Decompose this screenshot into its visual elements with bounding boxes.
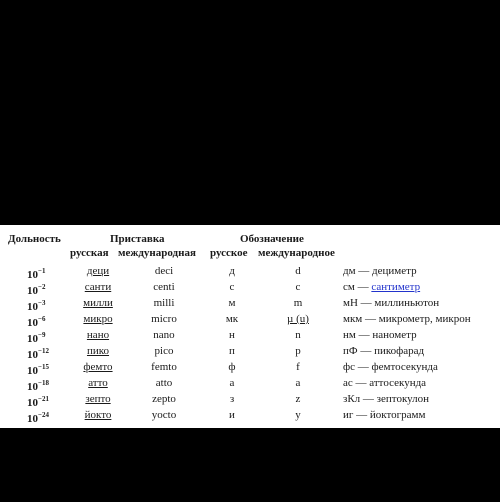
prefix-international: pico [154,345,174,357]
multiplicity-base: 10 [27,301,38,313]
example-cell [343,279,420,295]
example-cell [343,263,417,279]
example-cell [343,311,471,327]
prefix-russian-link[interactable]: микро [83,313,113,325]
symbol-russian: м [228,297,236,309]
prefix-international: femto [151,361,177,373]
example-cell [343,343,424,359]
table-row [0,295,500,311]
example-cell [343,295,439,311]
prefix-russian-link[interactable]: йокто [84,409,112,421]
table-row [0,375,500,391]
table-row [0,311,500,327]
multiplicity-exponent: −18 [38,379,49,387]
example-text: нм — нанометр [343,329,417,341]
prefix-table [0,225,500,428]
symbol-russian: з [229,393,235,405]
prefix-russian-link[interactable]: атто [88,377,108,389]
multiplicity-exponent: −3 [38,299,46,307]
table-row [0,279,500,295]
example-text: мкм — микрометр, микрон [343,313,471,325]
symbol-russian: п [229,345,235,357]
multiplicity-base: 10 [27,349,38,361]
example-text: зКл — зептокулон [343,393,430,405]
symbol-international: y [295,409,301,421]
table-row [0,263,500,279]
prefix-international: atto [155,377,173,389]
header-multiplicity: Дольность [8,233,61,245]
symbol-international: µ (u) [287,313,309,325]
multiplicity-base: 10 [27,381,38,393]
header-prefix: Приставка [110,233,165,245]
prefix-international: zepto [152,393,176,405]
symbol-international: d [295,265,301,277]
prefix-russian-link[interactable]: санти [84,281,112,293]
multiplicity-cell [27,407,53,427]
symbol-russian: д [229,265,235,277]
example-text: дм — дециметр [343,265,417,277]
example-cell [343,375,426,391]
subheader-russian: русская [70,247,109,259]
example-text: фс — фемтосекунда [343,361,438,373]
prefix-russian-link[interactable]: пико [86,345,110,357]
multiplicity-exponent: −1 [38,267,46,275]
example-link[interactable]: сантиметр [371,281,421,293]
symbol-international: z [295,393,301,405]
header-symbol: Обозначение [240,233,304,245]
symbol-international: m [293,297,303,309]
symbol-russian: а [229,377,235,389]
multiplicity-base: 10 [27,413,38,425]
example-cell [343,391,429,407]
subheader-international-symbol: международное [258,247,335,259]
subheader-russian-symbol: русское [210,247,248,259]
prefix-russian-link[interactable]: деци [86,265,110,277]
symbol-international: n [295,329,301,341]
table-row [0,327,500,343]
subheader-international: международная [118,247,196,259]
table-row [0,343,500,359]
prefix-russian-link[interactable]: зепто [85,393,111,405]
example-text: иг — йоктограмм [343,409,426,421]
prefix-international: centi [153,281,175,293]
symbol-russian: н [229,329,235,341]
example-cell [343,327,417,343]
prefix-international: nano [153,329,175,341]
prefix-international: milli [153,297,175,309]
multiplicity-base: 10 [27,285,38,297]
prefix-russian-link[interactable]: милли [83,297,113,309]
symbol-russian: с [229,281,235,293]
multiplicity-exponent: −24 [38,411,49,419]
example-cell [343,407,425,423]
symbol-international: c [295,281,301,293]
multiplicity-exponent: −9 [38,331,46,339]
table-row [0,391,500,407]
table-row [0,359,500,375]
symbol-russian: ф [228,361,236,373]
multiplicity-base: 10 [27,269,38,281]
symbol-international: f [296,361,300,373]
multiplicity-base: 10 [27,333,38,345]
symbol-russian: мк [225,313,239,325]
multiplicity-base: 10 [27,317,38,329]
prefix-international: yocto [151,409,177,421]
example-text: пФ — пикофарад [343,345,425,357]
example-text: мН — миллиньютон [343,297,440,309]
prefix-international: micro [151,313,177,325]
prefix-russian-link[interactable]: нано [86,329,110,341]
symbol-international: p [295,345,301,357]
table-row [0,407,500,423]
multiplicity-exponent: −6 [38,315,46,323]
prefix-russian-link[interactable]: фемто [83,361,113,373]
multiplicity-exponent: −12 [38,347,49,355]
symbol-russian: и [229,409,235,421]
example-text: см — [343,281,372,293]
multiplicity-exponent: −2 [38,283,46,291]
multiplicity-base: 10 [27,397,38,409]
symbol-international: a [295,377,301,389]
example-text: ас — аттосекунда [343,377,427,389]
prefix-international: deci [154,265,174,277]
multiplicity-exponent: −15 [38,363,49,371]
multiplicity-exponent: −21 [38,395,49,403]
multiplicity-base: 10 [27,365,38,377]
example-cell [343,359,438,375]
